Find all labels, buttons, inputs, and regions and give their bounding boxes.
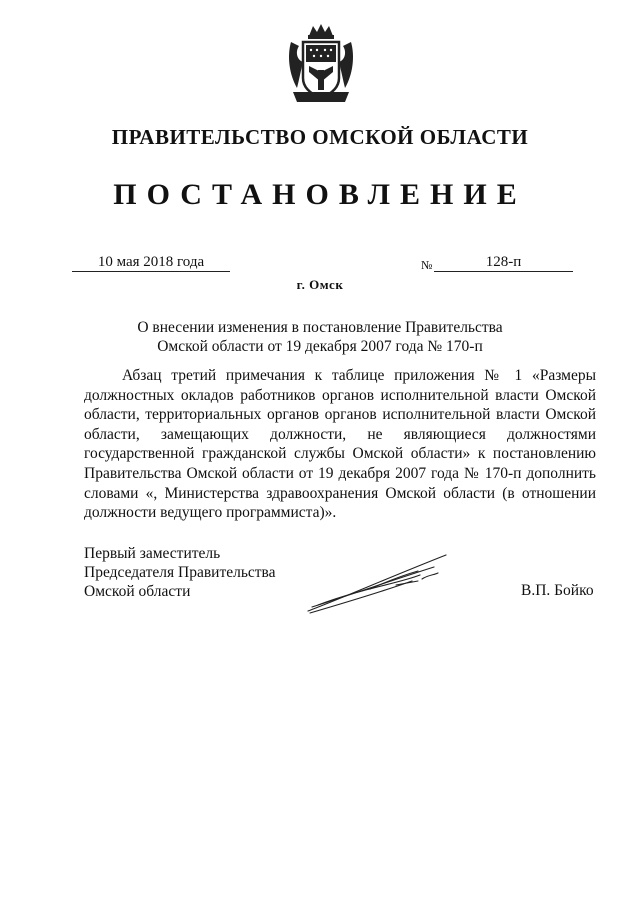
position-line-2: Председателя Правительства bbox=[84, 564, 276, 581]
city: г. Омск bbox=[296, 277, 344, 292]
handwritten-signature-icon bbox=[300, 545, 450, 620]
coat-of-arms-icon bbox=[287, 22, 355, 104]
government-title: ПРАВИТЕЛЬСТВО ОМСКОЙ ОБЛАСТИ bbox=[111, 125, 529, 149]
body-paragraph: Абзац третий примечания к таблице приложения № 1 «Размеры должностных окладов работников органов исполнительной власти Омской области, территориальных органов органов исполнительной власти Омской области, замещающих должности, не являющиеся должностями государственной гражданской службы Омской области» к постановлению Правительства Омской области от 19 декабря 2007 года № 170-п дополнить словами «, Министерства здравоохранения Омской области (в отношении должности ведущего программиста)». bbox=[84, 367, 596, 522]
position-line-3: Омской области bbox=[84, 583, 191, 600]
position-line-1: Первый заместитель bbox=[84, 545, 221, 562]
signatory-position bbox=[84, 544, 276, 601]
subject-line-1: О внесении изменения в постановление Правительства bbox=[137, 319, 503, 336]
document-subject bbox=[0, 318, 640, 356]
subject-line-2: Омской области от 19 декабря 2007 года № 170-п bbox=[157, 338, 483, 355]
signatory-name: В.П. Бойко bbox=[521, 582, 594, 599]
document-number: 128-п bbox=[434, 254, 573, 272]
document-date: 10 мая 2018 года bbox=[72, 254, 230, 272]
number-label: № bbox=[421, 258, 433, 272]
document-type-title: ПОСТАНОВЛЕНИЕ bbox=[113, 178, 527, 211]
